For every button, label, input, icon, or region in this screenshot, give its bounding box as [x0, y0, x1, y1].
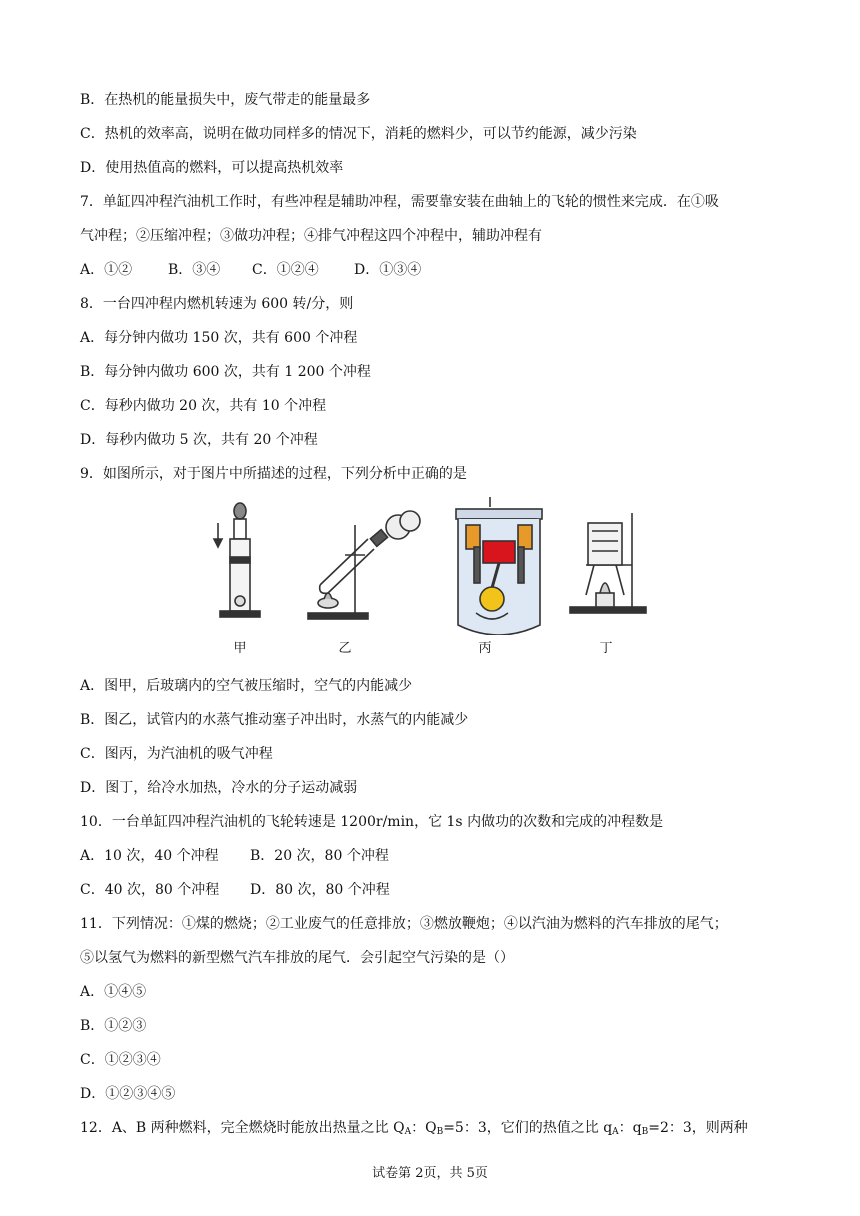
q8-option-d: D．每秒内做功 5 次，共有 20 个冲程 [80, 432, 318, 448]
q12-sub-b: B [436, 1127, 444, 1137]
q7-option-c: C．①②④ [252, 262, 319, 278]
q12-sub-b2: B [641, 1127, 649, 1137]
question-7-line-1: 7．单缸四冲程汽油机工作时，有些冲程是辅助冲程，需要靠安装在曲轴上的飞轮的惯性来完成．在①吸 [80, 194, 719, 210]
q12-text-2: ：Q [411, 1120, 437, 1136]
fig-bing-engine [456, 497, 542, 635]
q11-option-c: C．①②③④ [80, 1052, 161, 1068]
q11-option-a: A．①④⑤ [80, 984, 147, 1000]
q11-option-d: D．①②③④⑤ [80, 1086, 176, 1102]
option-d-line: D．使用热值高的燃料，可以提高热机效率 [80, 160, 344, 176]
fig-jia-cylinder [214, 503, 260, 617]
question-11-line-1: 11．下列情况：①煤的燃烧；②工业废气的任意排放；③燃放鞭炮；④以汽油为燃料的汽车排放的尾气； [80, 916, 728, 932]
q7-option-d: D．①③④ [354, 262, 422, 278]
q10-option-c: C．40 次，80 个冲程 [80, 882, 220, 898]
q10-options-row-1 [80, 846, 389, 866]
q7-option-b: B．③④ [168, 262, 221, 278]
question-7-options [80, 260, 421, 280]
option-b-line: B．在热机的能量损失中，废气带走的能量最多 [80, 92, 371, 108]
q10-option-b: B．20 次，80 个冲程 [250, 848, 389, 864]
q9-option-d: D．图丁，给冷水加热，冷水的分子运动减弱 [80, 780, 358, 796]
q9-option-c: C．图丙，为汽油机的吸气冲程 [80, 746, 273, 762]
apparatus-illustration [200, 495, 650, 635]
q11-option-b: B．①②③ [80, 1018, 147, 1034]
q9-option-b: B．图乙，试管内的水蒸气推动塞子冲出时，水蒸气的内能减少 [80, 712, 469, 728]
q8-option-b: B．每分钟内做功 600 次，共有 1 200 个冲程 [80, 364, 371, 380]
question-12 [80, 1118, 748, 1142]
question-11-line-2: ⑤以氢气为燃料的新型燃气汽车排放的尾气．会引起空气污染的是（） [80, 950, 514, 966]
q12-text-4: ：q [618, 1120, 642, 1136]
caption-jia: 甲 [233, 641, 247, 656]
q10-option-d: D．80 次，80 个冲程 [250, 882, 390, 898]
fig-yi-test-tube [308, 511, 420, 619]
q9-option-a: A．图甲，后玻璃内的空气被压缩时，空气的内能减少 [80, 678, 413, 694]
caption-yi: 乙 [338, 641, 352, 656]
page-footer: 试卷第 2页，共 5页 [372, 1166, 488, 1181]
option-c-line: C．热机的效率高，说明在做功同样多的情况下，消耗的燃料少，可以节约能源，减少污染 [80, 126, 637, 142]
q12-sub-a: A [404, 1127, 412, 1137]
q12-text-1: 12．A、B 两种燃料，完全燃烧时能放出热量之比 Q [80, 1120, 405, 1136]
q12-text-5: =2：3，则两种 [648, 1120, 748, 1136]
question-7-line-2: 气冲程；②压缩冲程；③做功冲程；④排气冲程这四个冲程中，辅助冲程有 [80, 228, 542, 244]
question-9-figure [200, 495, 650, 660]
q10-option-a: A．10 次，40 个冲程 [80, 848, 219, 864]
fig-ding-beaker [570, 513, 646, 613]
question-9: 9．如图所示，对于图片中所描述的过程，下列分析中正确的是 [80, 466, 467, 482]
question-10: 10．一台单缸四冲程汽油机的飞轮转速是 1200r/min，它 1s 内做功的次数和完成的冲程数是 [80, 814, 664, 830]
question-8: 8．一台四冲程内燃机转速为 600 转/分，则 [80, 296, 354, 312]
q8-option-a: A．每分钟内做功 150 次，共有 600 个冲程 [80, 330, 358, 346]
q12-text-3: =5：3，它们的热值之比 q [443, 1120, 613, 1136]
q12-sub-a2: A [612, 1127, 619, 1137]
q8-option-c: C．每秒内做功 20 次，共有 10 个冲程 [80, 398, 327, 414]
q7-option-a: A．①② [80, 262, 133, 278]
q10-options-row-2 [80, 880, 390, 900]
caption-bing: 丙 [478, 641, 492, 656]
caption-ding: 丁 [599, 641, 613, 656]
